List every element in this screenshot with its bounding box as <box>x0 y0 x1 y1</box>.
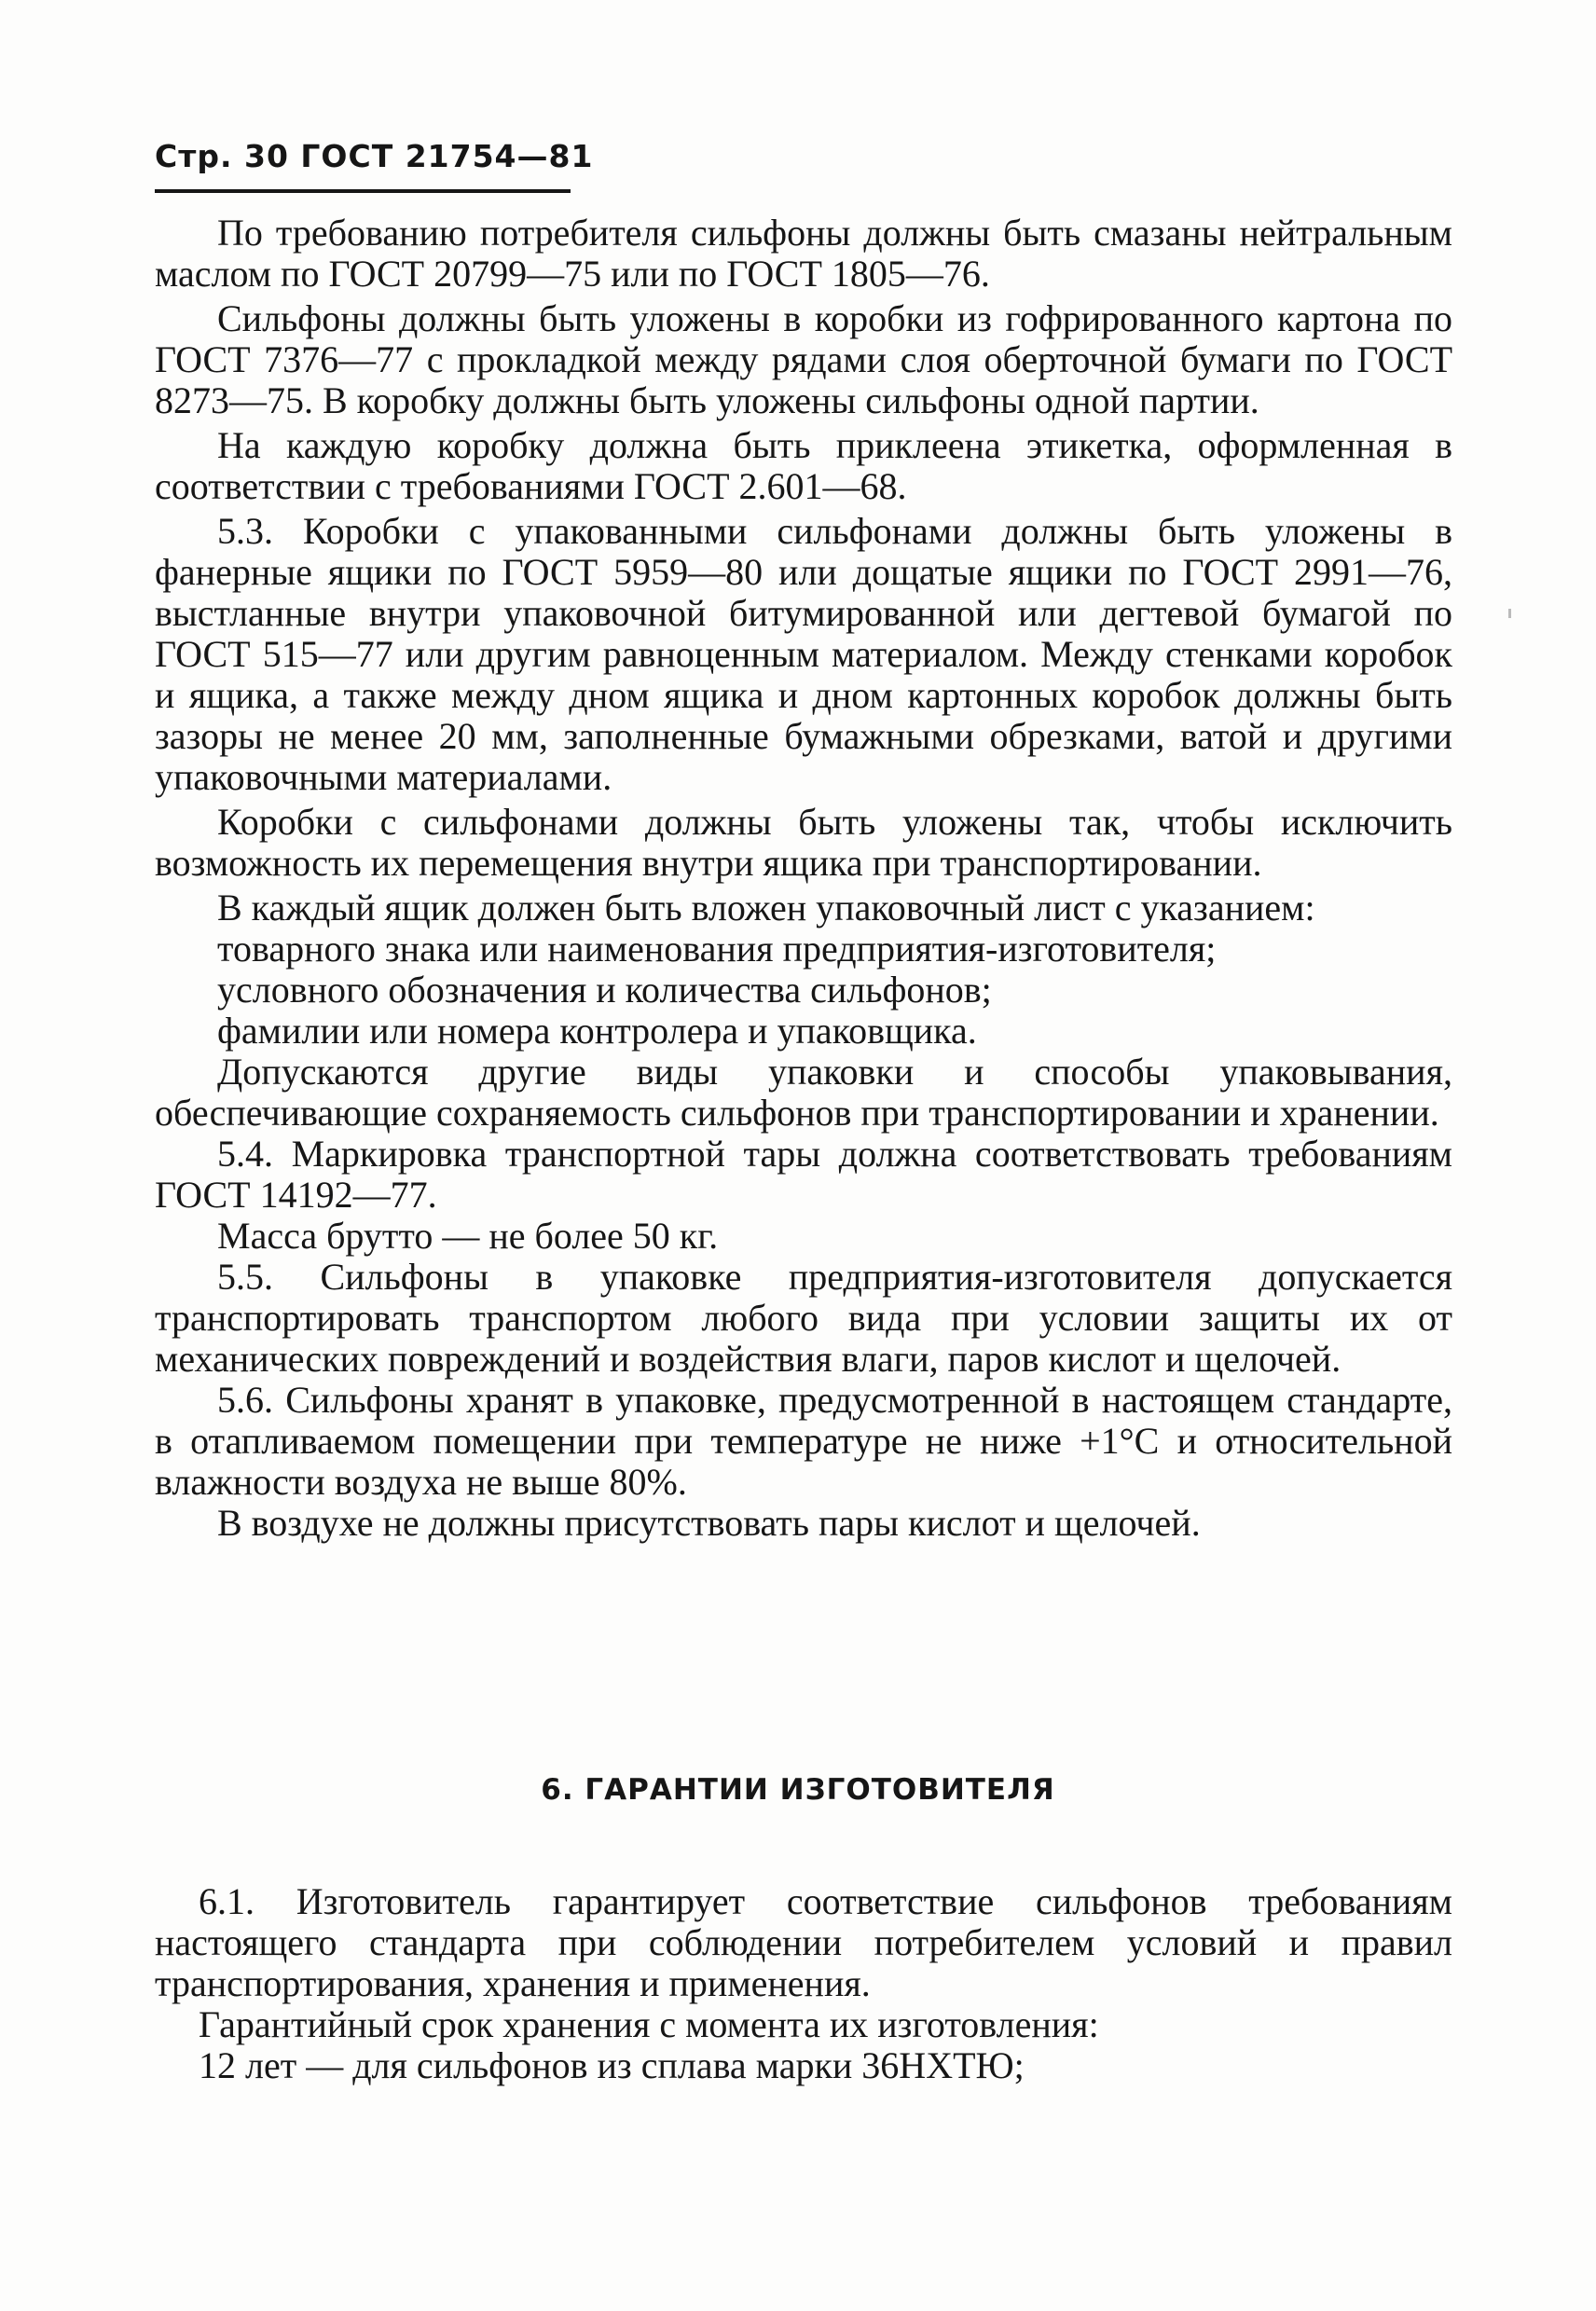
paragraph-6-1: 6.1. Изготовитель гарантирует соответствие сильфонов требованиям настоящего стандарта при соблюдении потребителем условий и правил транспортирования, хранения и применения. <box>155 1880 1452 2004</box>
section-6-title: 6. ГАРАНТИИ ИЗГОТОВИТЕЛЯ <box>541 1773 1055 1807</box>
list-item: 12 лет — для сильфонов из сплава марки 36НХТЮ; <box>199 2044 1025 2086</box>
paragraph-5-5: 5.5. Сильфоны в упаковке предприятия-изготовителя допускается транспортировать транспортом любого вида при условии защиты их от механических повреждений и воздействия влаги, паров кислот и щелочей. <box>155 1256 1452 1380</box>
paragraph-5-6: 5.6. Сильфоны хранят в упаковке, предусмотренной в настоящем стандарте, в отапливаемом помещении при температуре не ниже +1°С и относительной влажности воздуха не выше 80%. <box>155 1379 1452 1503</box>
paragraph-5-4: 5.4. Маркировка транспортной тары должна соответствовать требованиям ГОСТ 14192—77. <box>155 1133 1452 1216</box>
paragraph: Допускаются другие виды упаковки и способы упаковывания, обеспечивающие сохраняемость сильфонов при транспортировании и хранении. <box>155 1051 1452 1134</box>
list-item: фамилии или номера контролера и упаковщика. <box>217 1010 977 1052</box>
paragraph: В каждый ящик должен быть вложен упаковочный лист с указанием: <box>217 887 1315 929</box>
paragraph-5-3: 5.3. Коробки с упакованными сильфонами должны быть уложены в фанерные ящики по ГОСТ 5959—80 или дощатые ящики по ГОСТ 2991—76, выстланные внутри упаковочной битумированной или дегтевой бумагой по ГОСТ 515—77 или другим равноценным материалом. Между стенками коробок и ящика, а также между дном ящика и дном картонных коробок должны быть зазоры не менее 20 мм, заполненные бумажными обрезками, ватой и другими упаковочными материалами. <box>155 510 1452 798</box>
header-underline <box>155 189 571 193</box>
scan-mark <box>1508 609 1511 618</box>
paragraph: Гарантийный срок хранения с момента их изготовления: <box>199 2003 1099 2045</box>
list-item: условного обозначения и количества сильфонов; <box>217 969 992 1011</box>
page-header: Стр. 30 ГОСТ 21754—81 <box>155 138 594 174</box>
list-item: товарного знака или наименования предприятия-изготовителя; <box>217 928 1217 970</box>
paragraph: По требованию потребителя сильфоны должны быть смазаны нейтральным маслом по ГОСТ 20799—75 или по ГОСТ 1805—76. <box>155 212 1452 295</box>
paragraph: Коробки с сильфонами должны быть уложены так, чтобы исключить возможность их перемещения внутри ящика при транспортировании. <box>155 801 1452 884</box>
paragraph: На каждую коробку должна быть приклеена этикетка, оформленная в соответствии с требованиями ГОСТ 2.601—68. <box>155 424 1452 507</box>
section-6-text <box>155 1881 1452 2086</box>
paragraph: Масса брутто — не более 50 кг. <box>217 1215 719 1257</box>
paragraph: В воздухе не должны присутствовать пары кислот и щелочей. <box>217 1502 1201 1544</box>
section-5-text <box>155 213 1452 1544</box>
paragraph: Сильфоны должны быть уложены в коробки из гофрированного картона по ГОСТ 7376—77 с прокладкой между рядами слоя оберточной бумаги по ГОСТ 8273—75. В коробку должны быть уложены сильфоны одной партии. <box>155 297 1452 421</box>
